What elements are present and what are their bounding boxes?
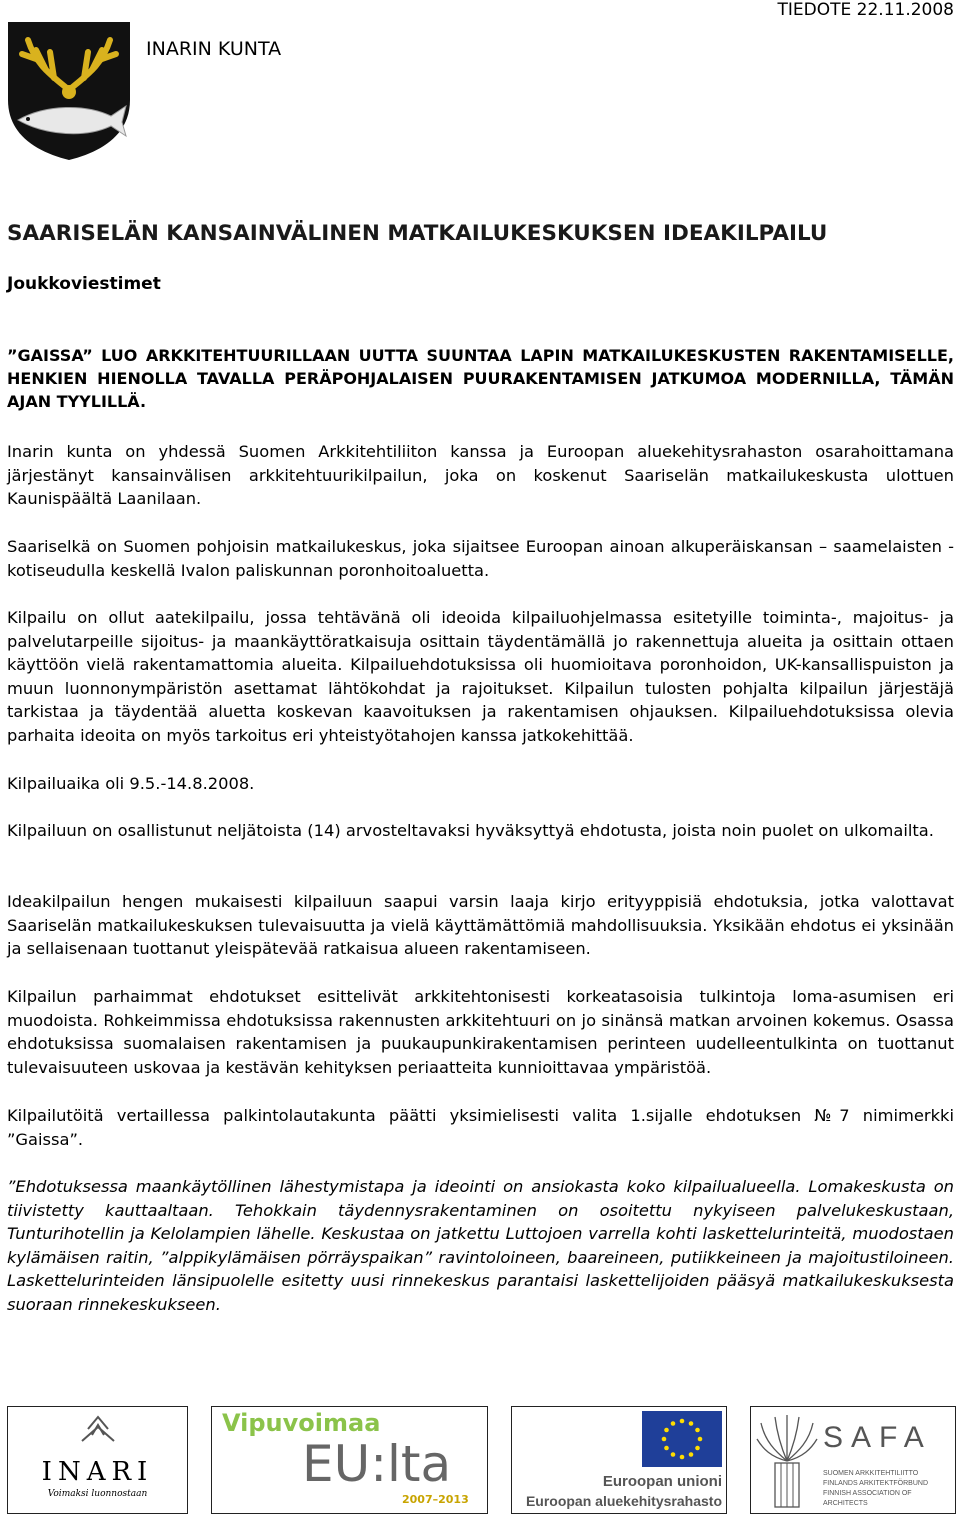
jury-quote: ”Ehdotuksessa maankäytöllinen lähestymistapa ja ideointi on ansiokasta koko kilpailualueella. Lomakeskusta on tiivistetty kauttaaltaan. Tehokkain täydennysrakentaminen on osoitettu nykyiseen palvelukeskustaan, Tunturihotellin ja Kelolampien lähelle. Keskustaa on jatkettu Luttojoen varrella kohti laskettelurinteitä, muodostaen kylämäisen raitin, ”alppikylämäisen pörräyspaikan” ravintoloineen, baareineen, putiikkeineen ja majoitustiloineen. Laskettelurinteiden länsipuolelle esitetty uusi rinnekeskus parantaisi laskettelijoiden pääsyä matkailukeskuksesta suoraan rinnekeskukseen. bbox=[7, 1177, 954, 1314]
safa-logo bbox=[750, 1406, 956, 1514]
body-paragraph: Kilpailutöitä vertaillessa palkintolautakunta päätti yksimielisesti valita 1.sijalle ehdotuksen №7 nimimerkki ”Gaissa”. bbox=[7, 1106, 954, 1149]
erdf-logo-line2: Euroopan aluekehitysrahasto bbox=[525, 1493, 722, 1509]
municipality-name: INARIN KUNTA bbox=[146, 38, 282, 60]
body-paragraph: Kilpailun parhaimmat ehdotukset esittelivät arkkitehtonisesti korkeatasoisia tulkintoja loma-asumisen eri muodoista. Rohkeimmissa ehdotuksissa rakennusten arkkitehtuuri on jo sinänsä matkan arvoinen kokemus. Osassa ehdotuksissa suomalaisen rakentamisen ja puukaupunkirakentamisen perinteen uudelleentulkinta on tuottanut tulevaisuuteen uskovaa ja kestävän kehityksen periaatteita kunnioittavaa ympäristöä. bbox=[7, 987, 954, 1077]
body-paragraph: Inarin kunta on yhdessä Suomen Arkkitehtiliiton kanssa ja Euroopan aluekehitysrahaston osarahoittamana järjestänyt kansainvälisen arkkitehtuurikilpailun, joka on koskenut Saariselän matkailukeskusta ulottuen Kaunispäältä Laanilaan. bbox=[7, 442, 954, 509]
body-paragraph: Kilpailuun on osallistunut neljätoista (14) arvosteltavaksi hyväksyttyä ehdotusta, joista noin puolet on ulkomailta. bbox=[7, 821, 934, 840]
document-subtitle: Joukkoviestimet bbox=[7, 274, 161, 294]
body-paragraph: Kilpailu on ollut aatekilpailu, jossa tehtävänä oli ideoida kilpailuohjelmassa esitetyille toiminta-, majoitus- ja palvelutarpeille sijoitus- ja maankäyttöratkaisuja osittain täydentämällä jo rakennettuja alueita ja osittain ottaen käyttöön vielä rakentamattomia alueita. Kilpailuehdotuksissa oli huomioitava poronhoidon, UK-kansallispuiston ja muun luonnonympäristön asettamat lähtökohdat ja rajoitukset. Kilpailun tulosten pohjalta kilpailun järjestäjä tarkistaa ja täydentää aluetta koskevan kaavoituksen ja rakentamisen ohjauksen. Kilpailuehdotuksissa olevia parhaita ideoita on myös tarkoitus eri yhteistyötahojen kanssa jatkokehittää. bbox=[7, 608, 954, 745]
eu-logo-main: EU:lta bbox=[302, 1435, 452, 1493]
safa-logo-name: SAFA bbox=[823, 1421, 932, 1454]
body-paragraph: Ideakilpailun hengen mukaisesti kilpailuun saapui varsin laaja kirjo erityyppisiä ehdotuksia, jotka valottavat Saariselän matkailukeskuksen tulevaisuutta ja vielä käyttämättömiä mahdollisuuksia. Yksikään ehdotus ei yksinään ja sellaisenaan tuottanut yleispätevää ratkaisua alueen rakentamiseen. bbox=[7, 892, 954, 959]
document-title: SAARISELÄN KANSAINVÄLINEN MATKAILUKESKUKSEN IDEAKILPAILU bbox=[7, 221, 828, 246]
inari-logo bbox=[7, 1406, 188, 1514]
release-date-label: TIEDOTE 22.11.2008 bbox=[777, 0, 954, 20]
erdf-logo-line1: Euroopan unioni bbox=[602, 1473, 722, 1490]
inari-logo-tagline: Voimaksi luonnostaan bbox=[47, 1489, 148, 1499]
body-paragraph: Saariselkä on Suomen pohjoisin matkailukeskus, joka sijaitsee Euroopan ainoan alkuperäiskansan – saamelaisten - kotiseudulla keskellä Ivalon paliskunnan poronhoitoaluetta. bbox=[7, 537, 954, 580]
erdf-logo bbox=[511, 1406, 727, 1514]
municipality-crest bbox=[6, 20, 132, 162]
inari-logo-name: INARI bbox=[41, 1457, 154, 1487]
eu-logo-years: 2007–2013 bbox=[402, 1493, 469, 1506]
safa-logo-line1: SUOMEN ARKKITEHTILIITTO bbox=[823, 1470, 919, 1477]
safa-logo-line3: FINNISH ASSOCIATION OF ARCHITECTS bbox=[823, 1490, 912, 1507]
eu-logo-title: Vipuvoimaa bbox=[222, 1409, 381, 1437]
body-paragraph: Kilpailuaika oli 9.5.-14.8.2008. bbox=[7, 774, 255, 793]
safa-column-icon bbox=[755, 1411, 819, 1511]
safa-logo-line2: FINLANDS ARKITEKTFÖRBUND bbox=[823, 1480, 929, 1487]
headline: ”GAISSA” LUO ARKKITEHTUURILLAAN UUTTA SUUNTAA LAPIN MATKAILUKESKUSTEN RAKENTAMISELLE, HENKIEN HIENOLLA TAVALLA PERÄPOHJALAISEN PUURAKENTAMISEN JATKUMOA MODERNILLA, TÄMÄN AJAN TYYLILLÄ. bbox=[7, 346, 954, 411]
eu-funding-logo bbox=[211, 1406, 488, 1514]
eu-flag-icon bbox=[642, 1411, 722, 1467]
